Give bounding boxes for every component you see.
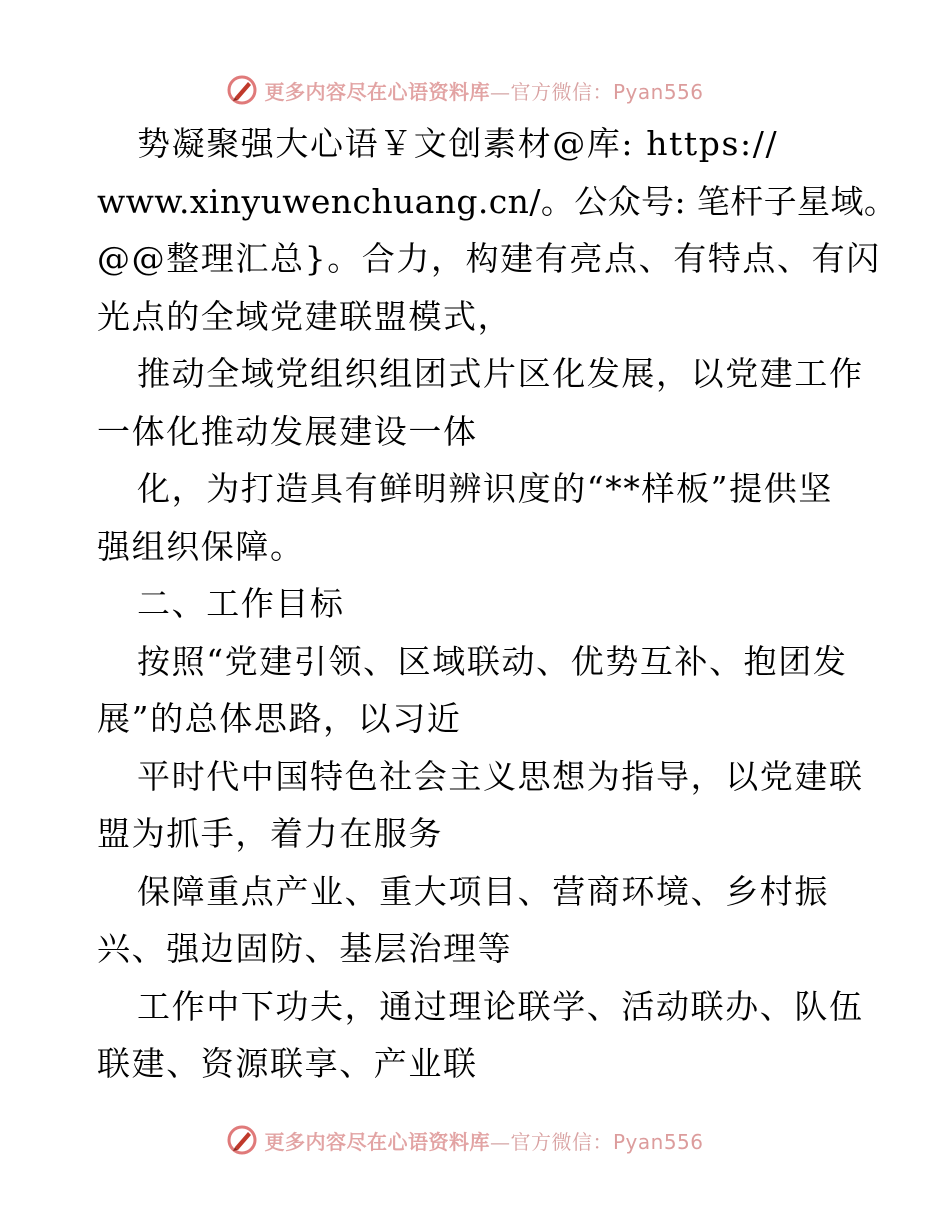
- body-line: 保障重点产业、重大项目、营商环境、乡村振: [137, 871, 829, 911]
- banner-dash: —: [489, 79, 511, 104]
- body-line: 平时代中国特色社会主义思想为指导，以党建联: [137, 756, 864, 796]
- body-line: @@整理汇总}。合力，构建有亮点、有特点、有闪: [97, 239, 881, 278]
- body-line: 一体化推动发展建设一体: [97, 411, 478, 451]
- body-line: 强组织保障。: [97, 526, 305, 566]
- section-heading: 二、工作目标: [137, 584, 345, 623]
- banner-main-text: 更多内容尽在心语资料库: [264, 1129, 490, 1154]
- body-line: www.xinyuwenchuang.cn/。公众号: 笔杆子星域。: [97, 181, 898, 221]
- banner-account: Pyan556: [612, 1129, 704, 1154]
- body-line: 化，为打造具有鲜明辨识度的“**样板”提供坚: [137, 469, 833, 508]
- banner-main-text: 更多内容尽在心语资料库: [264, 79, 490, 104]
- banner-dash: —: [489, 1129, 511, 1154]
- footer-watermark-banner: [0, 1120, 950, 1160]
- header-watermark-banner: [0, 70, 950, 110]
- body-line: 光点的全域党建联盟模式，: [97, 296, 513, 336]
- document-body: [97, 115, 898, 1093]
- body-line: 按照“党建引领、区域联动、优势互补、抱团发: [137, 641, 848, 681]
- body-line: 展”的总体思路，以习近: [97, 699, 462, 738]
- body-line: 兴、强边固防、基层治理等: [97, 929, 513, 968]
- banner-sub-text: 官方微信：: [510, 79, 613, 104]
- banner-account: Pyan556: [612, 79, 704, 104]
- body-line: 联建、资源联享、产业联: [97, 1044, 478, 1083]
- body-line: 推动全域党组织组团式片区化发展，以党建工作: [137, 354, 864, 393]
- brush-logo-icon: [226, 1124, 258, 1156]
- brush-logo-icon: [226, 74, 258, 106]
- banner-sub-text: 官方微信：: [510, 1129, 613, 1154]
- body-line: 势凝聚强大心语￥文创素材@库: https://: [137, 124, 779, 163]
- body-line: 工作中下功夫，通过理论联学、活动联办、队伍: [137, 986, 864, 1026]
- body-line: 盟为抓手，着力在服务: [97, 814, 443, 853]
